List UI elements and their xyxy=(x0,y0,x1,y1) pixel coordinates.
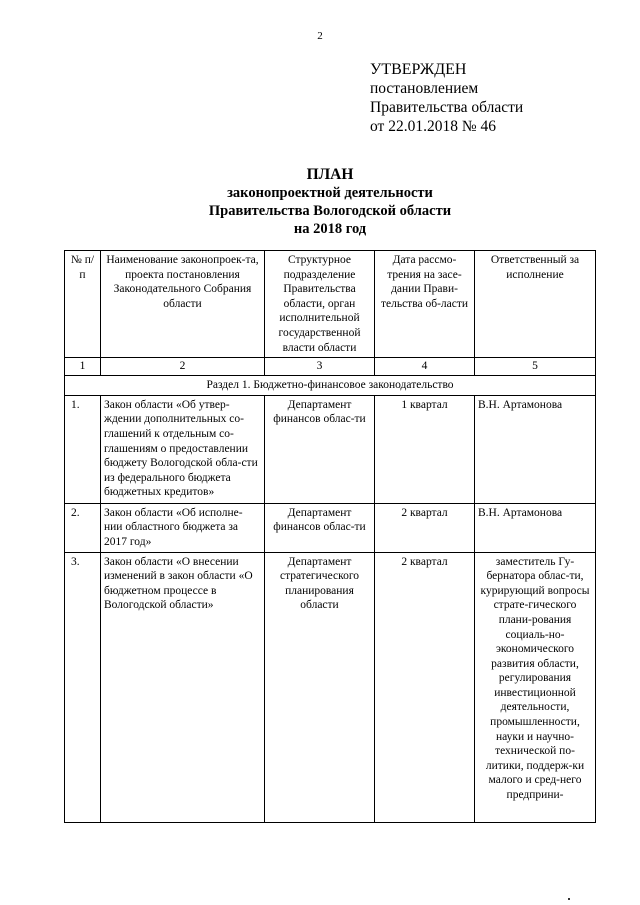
page-number: 2 xyxy=(317,30,323,42)
row-review-date: 1 квартал xyxy=(375,395,475,503)
row-department: Департамент финансов облас-ти xyxy=(265,503,375,552)
scan-speck xyxy=(568,898,570,900)
row-number: 3. xyxy=(65,552,101,822)
row-law-name: Закон области «О внесении изменений в закон области «О бюджетном процессе в Вологодской области» xyxy=(101,552,265,822)
row-number: 2. xyxy=(65,503,101,552)
column-number: 2 xyxy=(101,358,265,376)
table-row xyxy=(65,503,596,552)
row-department: Департамент стратегического планирования области xyxy=(265,552,375,822)
table-header-row xyxy=(65,251,596,358)
row-law-name: Закон области «Об исполне-нии областного бюджета за 2017 год» xyxy=(101,503,265,552)
section-title: Раздел 1. Бюджетно-финансовое законодательство xyxy=(65,376,596,396)
title-plan: ПЛАН xyxy=(306,166,354,183)
header-review-date: Дата рассмо-трения на засе-дании Прави-тельства об-ласти xyxy=(375,251,475,358)
header-department: Структурное подразделение Правительства области, орган исполнительной государственной власти области xyxy=(265,251,375,358)
approval-stamp xyxy=(370,60,523,136)
row-review-date: 2 квартал xyxy=(375,552,475,822)
row-law-name: Закон области «Об утвер-ждении дополнительных со-глашений к отдельным со-глашениям о предоставлении бюджету Вологодской обла-сти из федерального бюджета бюджетных кредитов» xyxy=(101,395,265,503)
approval-line-resolution: постановлением xyxy=(370,80,479,97)
row-responsible: В.Н. Артамонова xyxy=(475,395,596,503)
column-number: 3 xyxy=(265,358,375,376)
header-law-name: Наименование законопроек-та, проекта постановления Законодательного Собрания области xyxy=(101,251,265,358)
plan-table xyxy=(64,250,596,823)
column-number: 1 xyxy=(65,358,101,376)
approval-line-government: Правительства области xyxy=(370,99,524,116)
approval-line-date: от 22.01.2018 № 46 xyxy=(370,118,496,135)
title-year: на 2018 год xyxy=(293,221,367,237)
header-responsible: Ответственный за исполнение xyxy=(475,251,596,358)
row-number: 1. xyxy=(65,395,101,503)
document-title xyxy=(150,166,510,238)
approval-line-approved: УТВЕРЖДЕН xyxy=(370,61,467,78)
header-number: № п/п xyxy=(65,251,101,358)
column-number: 5 xyxy=(475,358,596,376)
row-review-date: 2 квартал xyxy=(375,503,475,552)
row-department: Департамент финансов облас-ти xyxy=(265,395,375,503)
column-number-row xyxy=(65,358,596,376)
row-responsible: заместитель Гу-бернатора облас-ти, курирующий вопросы страте-гического плани-рования социаль-но-экономического развития области, регулирования инвестиционной деятельности, промышленности, науки и научно-технической по-литики, поддерж-ки малого и сред-него предприни- xyxy=(475,552,596,822)
table-row xyxy=(65,552,596,822)
row-responsible: В.Н. Артамонова xyxy=(475,503,596,552)
table-row xyxy=(65,395,596,503)
title-government: Правительства Вологодской области xyxy=(208,203,452,219)
column-number: 4 xyxy=(375,358,475,376)
title-subject: законопроектной деятельности xyxy=(227,185,433,201)
section-row xyxy=(65,376,596,396)
